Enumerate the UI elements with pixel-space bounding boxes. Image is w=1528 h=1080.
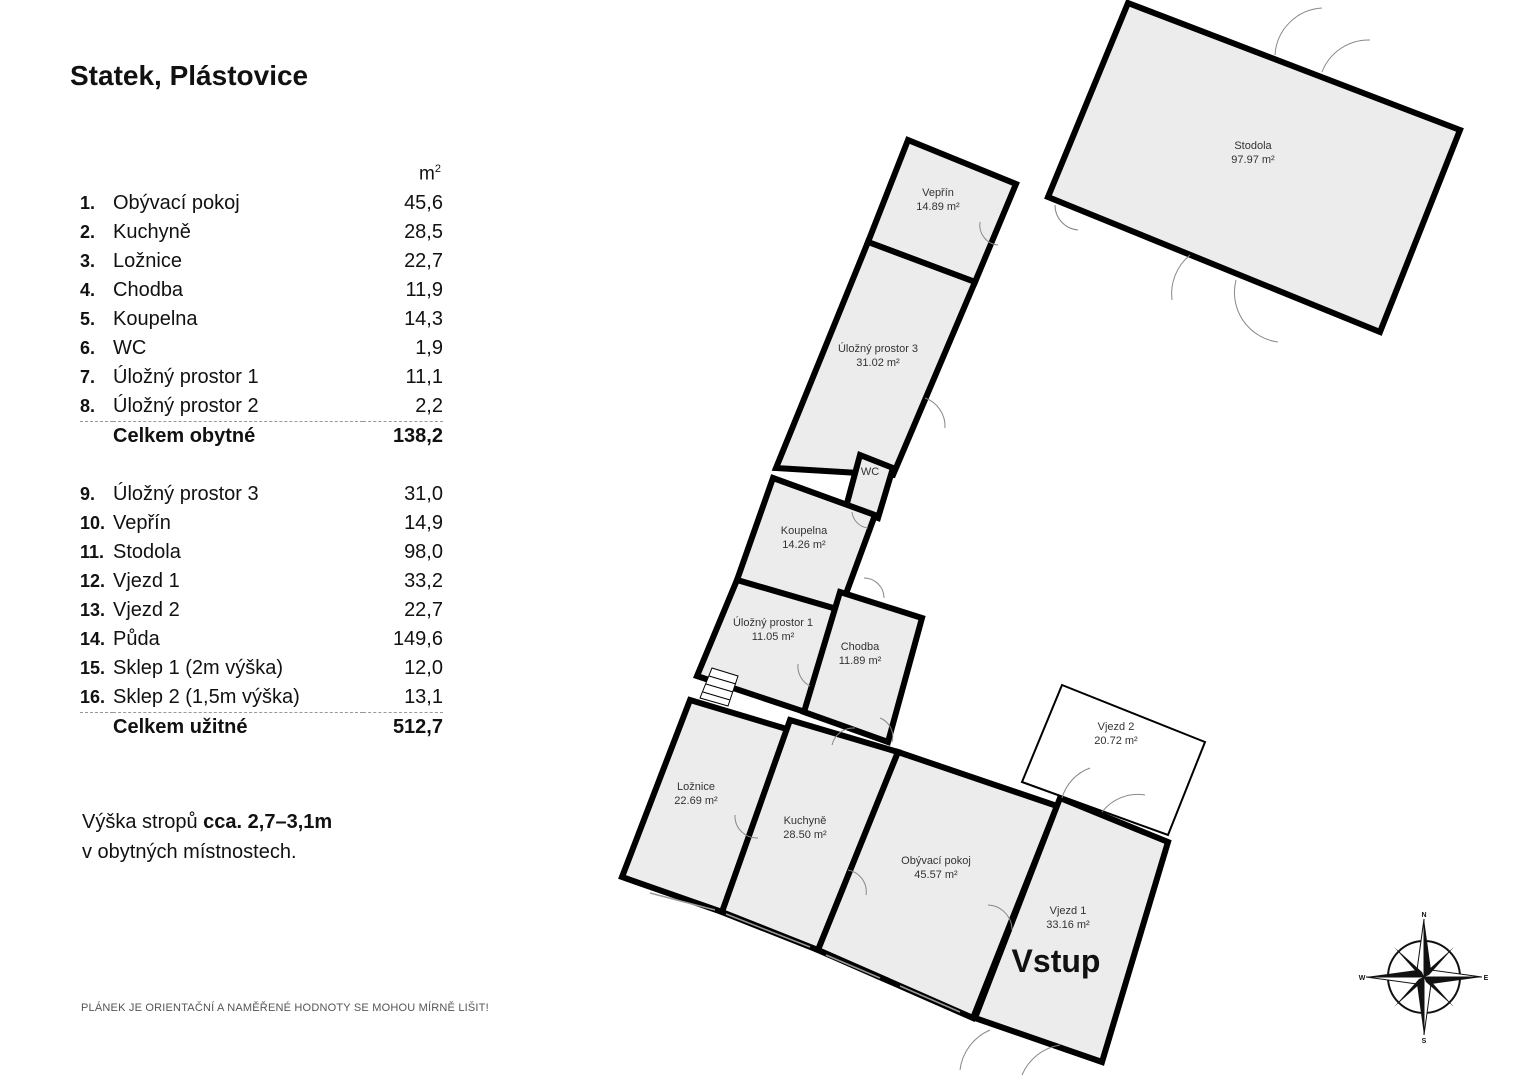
door-entrance-left [960,1030,990,1070]
room-name: Stodola [113,541,181,563]
door-stodola-top-left [1275,8,1322,55]
total-value: 138,2 [363,422,443,452]
room-number: 3. [80,251,96,271]
room-number: 7. [80,367,96,387]
room-area: 98,0 [404,541,443,563]
room-name: Obývací pokoj [113,192,240,214]
room-number: 4. [80,280,96,300]
room-name: Chodba [113,279,184,301]
room-name: Vjezd 1 [113,570,180,592]
room-name: Úložný prostor 3 [113,483,259,505]
room-name: Vjezd 2 [113,599,180,621]
compass-w: W [1358,975,1366,982]
room-area: 11,9 [405,279,443,301]
room-area: 22,7 [404,599,443,621]
area-vjezd-1: 33.16 m² [1046,919,1090,931]
label-stodola: Stodola [1234,140,1272,152]
room-number: 14. [80,629,106,649]
unit-label: $m^2$ [419,163,441,185]
room-name: Úložný prostor 1 [113,366,259,388]
label-vjezd-1: Vjezd 1 [1049,905,1087,917]
compass-e: E [1483,975,1489,982]
label-vjezd-2: Vjezd 2 [1097,721,1135,733]
label-obyvaci-pokoj: Obývací pokoj [901,855,971,867]
area-chodba: 11.89 m² [838,655,882,667]
room-area: 11,1 [405,366,443,388]
area-loznice: 22.69 m² [674,795,718,807]
room-name: Půda [113,628,160,650]
door-stodola-top-right [1322,40,1370,72]
room-number: 13. [80,600,106,620]
area-ulozny-1: 11.05 m² [751,631,795,643]
label-chodba: Chodba [840,641,880,653]
room-area: 28,5 [404,221,443,243]
label-loznice: Ložnice [677,781,715,793]
door-chodba-top [864,578,884,598]
room-name: Ložnice [113,250,182,272]
area-veprin: 14.89 m² [916,201,960,213]
room-number: 8. [80,396,96,416]
room-name: Kuchyně [113,221,191,243]
room-area: 1,9 [415,337,443,359]
room-name: Sklep 1 (2m výška) [113,657,284,679]
door-ulozny-3 [925,398,945,428]
room-number: 9. [80,484,96,504]
room-number: 10. [80,513,106,533]
room-area: 12,0 [404,657,443,679]
compass-rose-icon [1359,912,1489,1045]
room-number: 5. [80,309,96,329]
room-area: 14,3 [404,308,443,330]
label-kuchyne: Kuchyně [783,815,827,827]
area-ulozny-3: 31.02 m² [856,357,900,369]
room-stodola [1048,3,1460,332]
area-koupelna: 14.26 m² [782,539,826,551]
door-entrance-right [1022,1045,1060,1075]
label-veprin: Vepřín [922,187,954,199]
room-number: 1. [80,193,96,213]
disclaimer: PLÁNEK JE ORIENTAČNÍ A NAMĚŘENÉ HODNOTY SE MOHOU MÍRNĚ LIŠIT! [81,1002,489,1014]
room-name: Sklep 2 (1,5m výška) [113,686,300,708]
area-vjezd-2: 20.72 m² [1094,735,1138,747]
room-number: 2. [80,222,96,242]
compass-s: S [1421,1038,1427,1045]
room-area: 13,1 [404,686,443,708]
entrance-label: Vstup [1011,943,1101,979]
room-area: 2,2 [415,395,443,417]
label-wc: WC [860,466,880,478]
room-name: Koupelna [113,308,198,330]
room-name: Vepřín [113,512,171,534]
label-ulozny-1: Úložný prostor 1 [732,617,814,629]
room-number: 16. [80,687,106,707]
room-number: 6. [80,338,96,358]
room-number: 12. [80,571,106,591]
total-value: 512,7 [363,713,443,743]
room-area: 33,2 [404,570,443,592]
compass-n: N [1421,912,1427,919]
room-area: 22,7 [404,250,443,272]
area-kuchyne: 28.50 m² [783,829,827,841]
room-area: 31,0 [404,483,443,505]
room-area: 149,6 [392,628,443,650]
total-label: Celkem obytné [113,422,363,452]
room-area: 45,6 [404,192,443,214]
room-name: Úložný prostor 2 [113,395,259,417]
room-number: 15. [80,658,106,678]
area-stodola: 97.97 m² [1231,154,1275,166]
room-number: 11. [80,542,105,562]
total-label: Celkem užitné [113,713,363,743]
label-koupelna: Koupelna [780,525,828,537]
room-name: WC [113,337,147,359]
room-area: 14,9 [404,512,443,534]
label-ulozny-3: Úložný prostor 3 [837,343,919,355]
page-title: Statek, Plástovice [70,60,309,91]
ceiling-height-note: Výška stropů cca. 2,7–3,1m v obytných místnostech. [82,811,333,863]
area-obyvaci-pokoj: 45.57 m² [914,869,958,881]
door-stodola-bottom-left [1172,255,1190,300]
